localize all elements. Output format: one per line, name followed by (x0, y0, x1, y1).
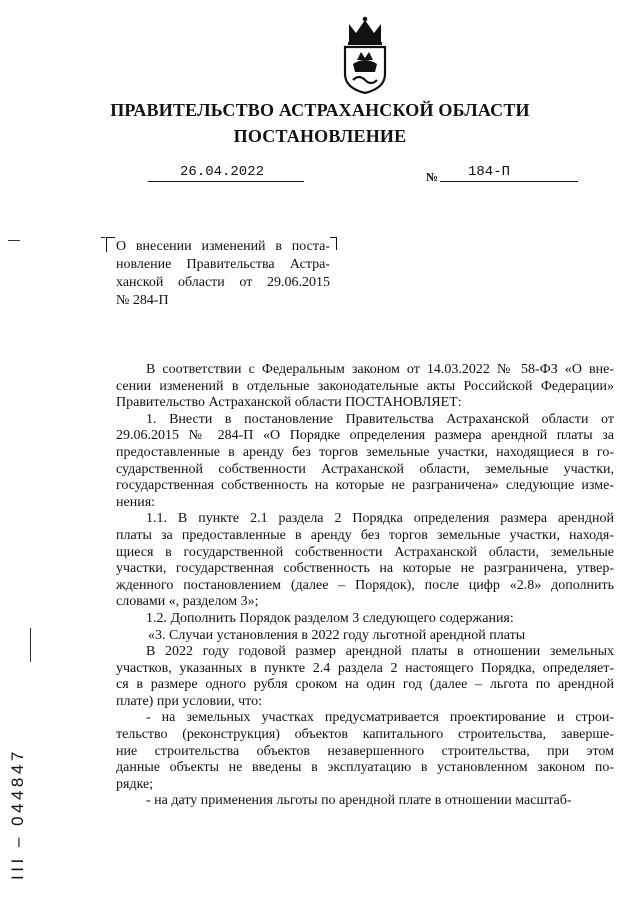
body-line: плате) при условии, что: (116, 693, 262, 709)
date-underline (148, 181, 304, 182)
body-line: участков, указанных в пункте 2.4 раздела 2 настоящего Порядка, определяет- (116, 660, 614, 676)
body-line: сении изменений в отдельные законодательные акты Российской Федерации» (116, 378, 614, 394)
body-line: рядке; (116, 776, 154, 792)
body-line: данные объекты не введены в эксплуатацию в установленном законом по- (116, 760, 614, 776)
subject-line: О внесении изменений в поста- (116, 239, 330, 254)
body-line: - на дату применения льготы по арендной плате в отношении масштаб- (146, 793, 572, 809)
subject-line: № 284-П (116, 293, 169, 308)
body-line: ние строительства объектов незавершенного строительства, при этом (116, 743, 614, 759)
document-subject (116, 238, 330, 310)
body-line: нения: (116, 494, 156, 510)
coat-of-arms-emblem (339, 16, 391, 94)
body-line: государственная собственность на которые не разграничена» следующие изме- (116, 478, 614, 494)
body-line: 1.2. Дополнить Порядок разделом 3 следующего содержания: (146, 610, 514, 626)
subject-bracket-left (106, 237, 115, 252)
body-line: ся в размере одного рубля сроком на один год (далее – льгота по арендной (116, 677, 614, 693)
body-line: платы за предоставленные в аренду без торгов земельные участки, находя- (116, 527, 614, 543)
body-line: тельство (реконструкция) объектов капитального строительства, заверше- (116, 727, 614, 743)
body-line: В соответствии с Федеральным законом от 14.03.2022 № 58-ФЗ «О вне- (146, 362, 614, 377)
government-title: ПРАВИТЕЛЬСТВО АСТРАХАНСКОЙ ОБЛАСТИ (110, 100, 530, 120)
body-line: Правительство Астраханской области ПОСТАНОВЛЯЕТ: (116, 395, 462, 411)
body-line: «3. Случаи установления в 2022 году льготной арендной платы (148, 627, 526, 643)
body-line: В 2022 году годовой размер арендной платы в отношении земельных (146, 644, 614, 660)
body-line: 29.06.2015 № 284-П «О Порядке определения размера арендной платы за (116, 428, 614, 444)
body-line: - на земельных участках предусматривается проектирование и строи- (146, 710, 614, 726)
document-body (116, 362, 614, 810)
subject-bracket-right (330, 237, 337, 250)
body-line: 1.1. В пункте 2.1 раздела 2 Порядка определения размера арендной (146, 511, 614, 527)
body-line: предоставленные в аренду без торгов земельные участки, находящиеся в го- (116, 444, 614, 460)
body-line: щиеся в государственной собственности Астраханской области, земельные (116, 544, 614, 560)
body-line: 1. Внести в постановление Правительства Астраханской области от (146, 411, 614, 427)
document-type: ПОСТАНОВЛЕНИЕ (233, 126, 407, 146)
subject-line: новление Правительства Астра- (116, 257, 330, 272)
subject-bracket-left-tick (101, 237, 105, 238)
body-line: участки, государственная собственность на которые не разграничена, утвер- (116, 561, 614, 577)
body-line: словами «, разделом 3»; (116, 594, 259, 610)
subject-line: ханской области от 29.06.2015 (116, 275, 330, 290)
margin-mark-top (8, 240, 20, 241)
form-serial-number: III – 044847 (8, 748, 27, 880)
margin-mark-middle (30, 628, 31, 662)
document-number: 184-П (468, 164, 511, 180)
body-line: сударственной собственности Астраханской области, земельные участки, (116, 461, 614, 477)
number-sign: № (426, 170, 439, 184)
number-underline (440, 181, 578, 182)
body-line: жденного постановлением (далее – Порядок), после цифр «2.8» дополнить (116, 577, 614, 593)
document-date: 26.04.2022 (180, 164, 265, 180)
